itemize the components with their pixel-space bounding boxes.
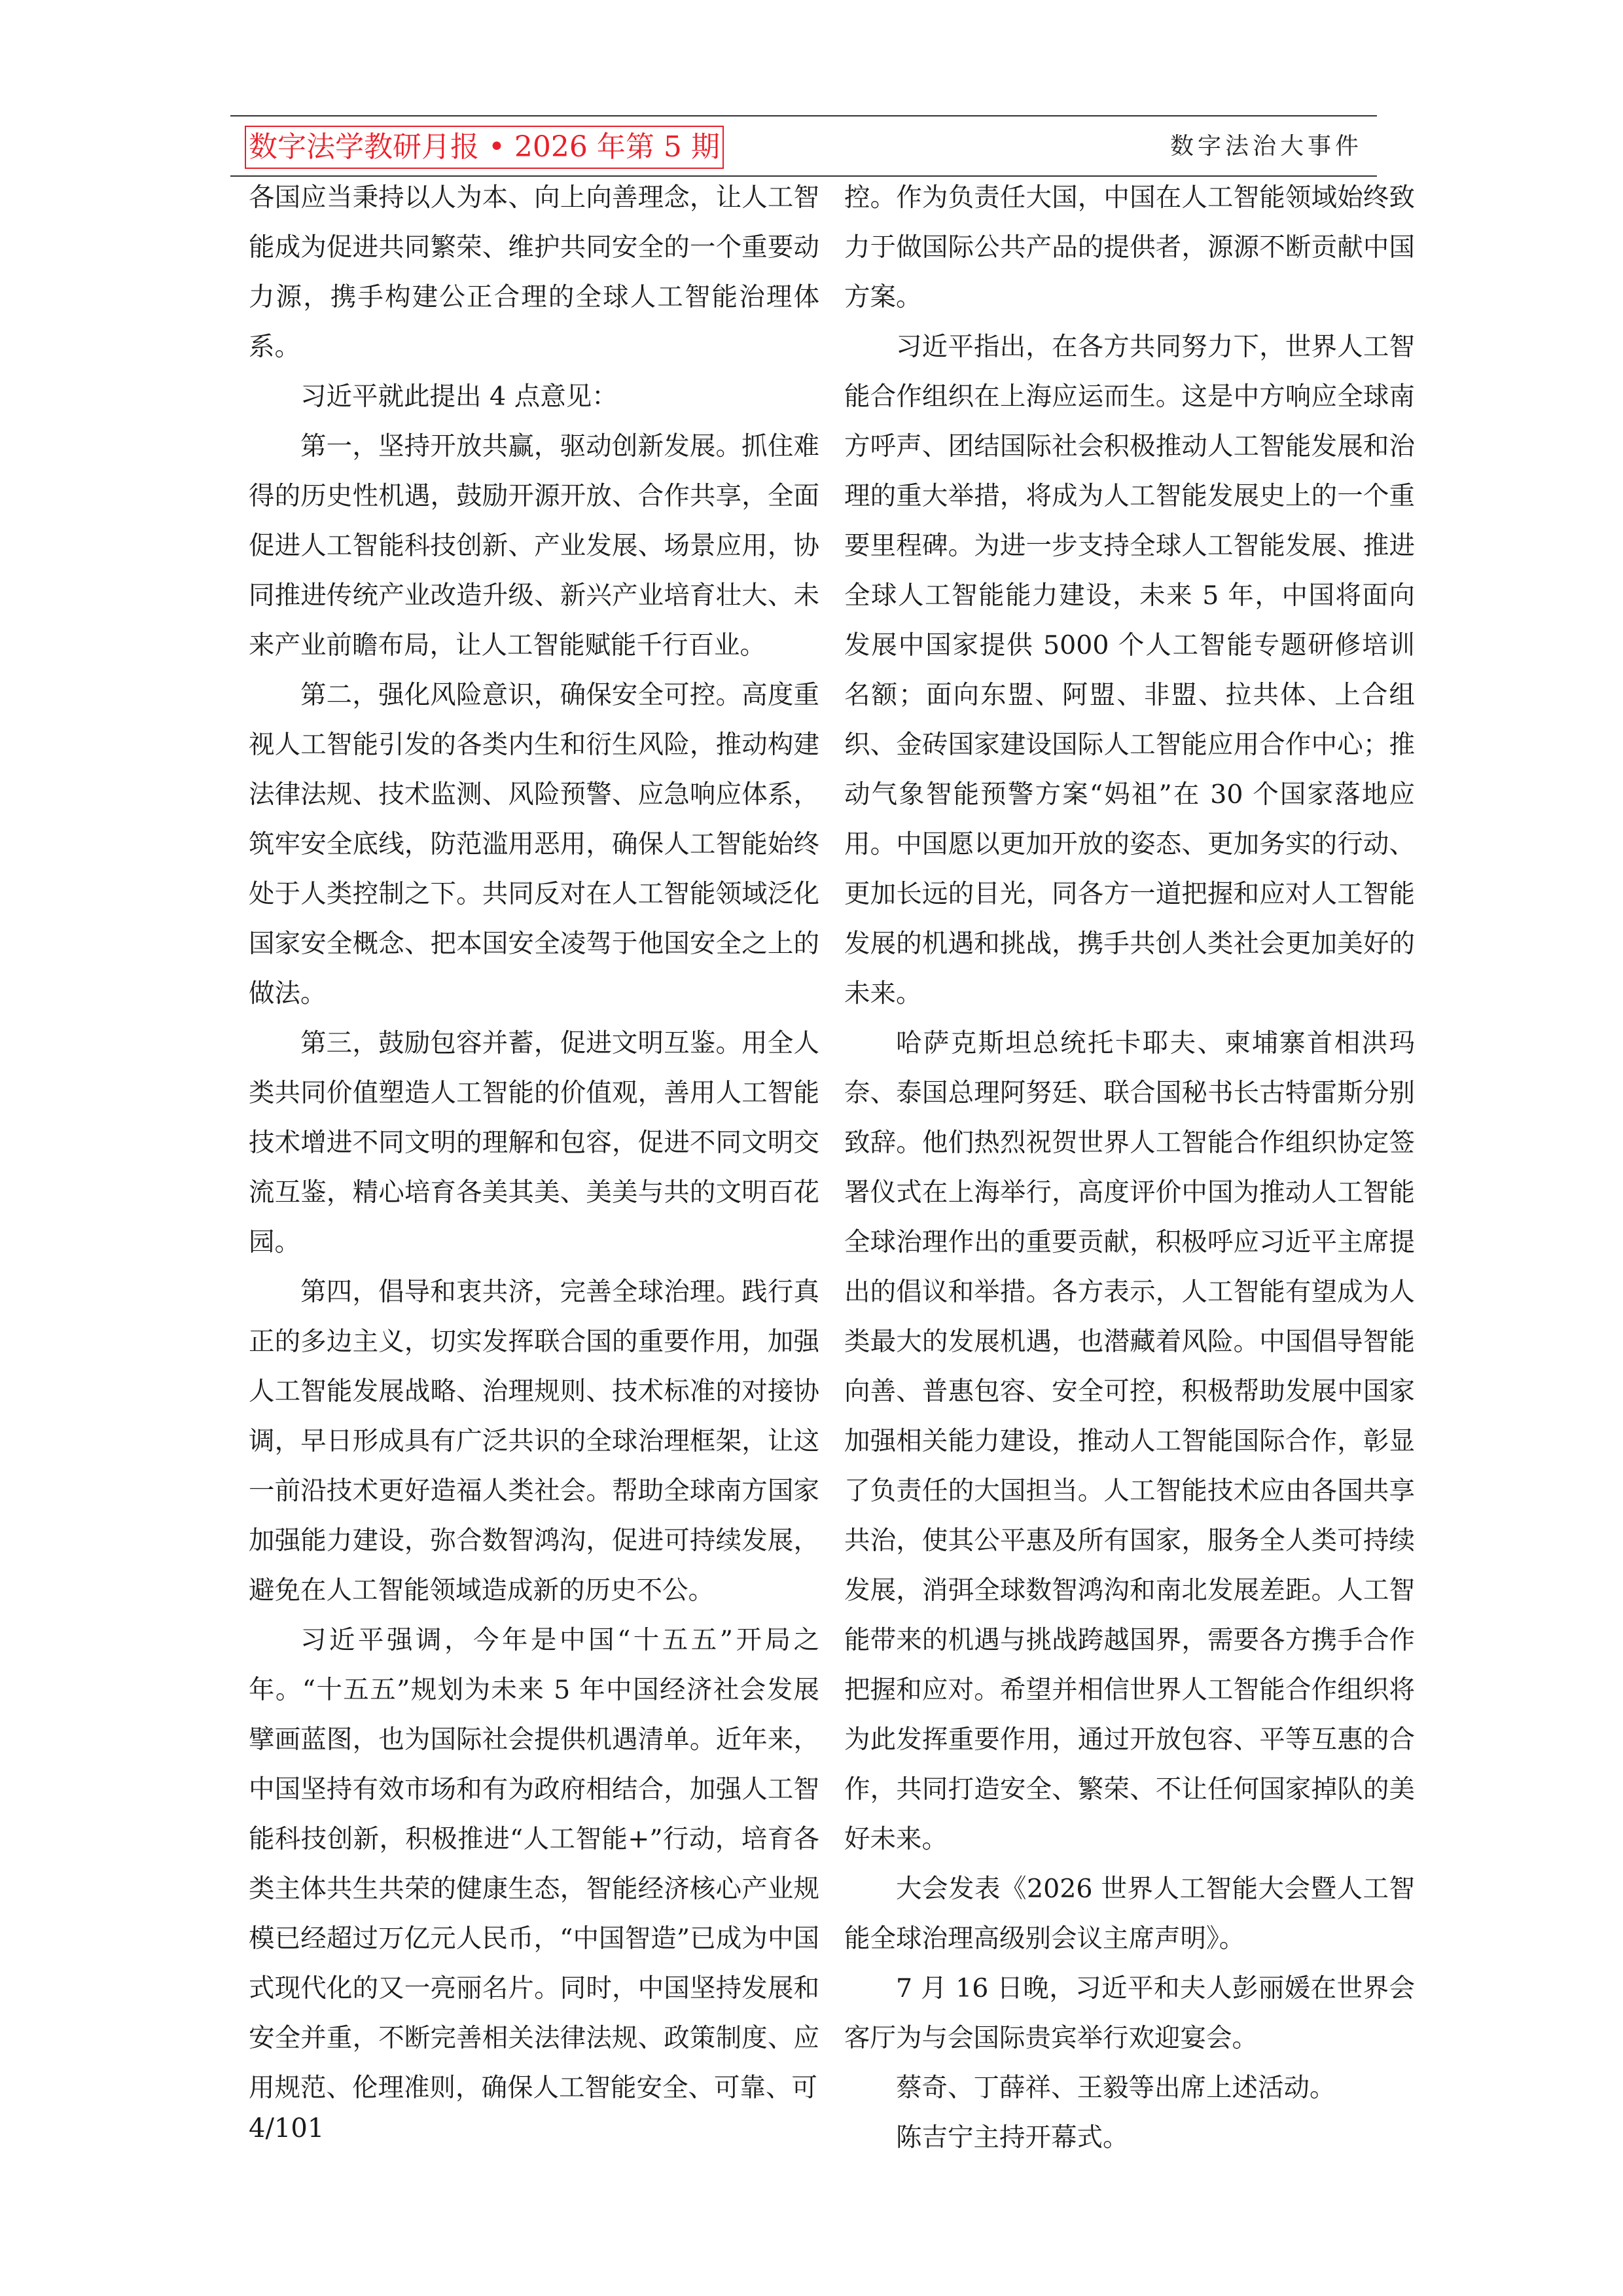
paragraph: 陈吉宁主持开幕式。	[896, 2123, 1129, 2153]
paragraph: 各国应当秉持以人为本、向上向善理念，让人工智能成为促进共同繁荣、维护共同安全的一个重要动力源，携手构建公正合理的全球人工智能治理体系。	[249, 183, 819, 362]
paragraph: 习近平强调，今年是中国“十五五”开局之年。“十五五”规划为未来 5 年中国经济社会发展擘画蓝图，也为国际社会提供机遇清单。近年来，中国坚持有效市场和有为政府相结合，加强人工智能科技创新，积极推进“人工智能+”行动，培育各类主体共生共荣的健康生态，智能经济核心产业规模已经超过万亿元人民币，“中国智造”已成为中国式现代化的又一亮丽名片。同时，中国坚持发展和安全并重，不断完善相关法律法规、政策制度、应用规范、伦理准则，确保人工智能安全、可靠、可	[249, 1625, 819, 2103]
paragraph: 哈萨克斯坦总统托卡耶夫、柬埔寨首相洪玛奈、泰国总理阿努廷、联合国秘书长古特雷斯分别致辞。他们热烈祝贺世界人工智能合作组织协定签署仪式在上海举行，高度评价中国为推动人工智能全球治理作出的重要贡献，积极呼应习近平主席提出的倡议和举措。各方表示，人工智能有望成为人类最大的发展机遇，也潜藏着风险。中国倡导智能向善、普惠包容、安全可控，积极帮助发展中国家加强相关能力建设，推动人工智能国际合作，彰显了负责任的大国担当。人工智能技术应由各国共享共治，使其公平惠及所有国家，服务全人类可持续发展，消弭全球数智鸿沟和南北发展差距。人工智能带来的机遇与挑战跨越国界，需要各方携手合作把握和应对。希望并相信世界人工智能合作组织将为此发挥重要作用，通过开放包容、平等互惠的合作，共同打造安全、繁荣、不让任何国家掉队的美好未来。	[844, 1028, 1415, 1854]
page-number: 4/101	[249, 2113, 325, 2144]
paragraph: 蔡奇、丁薛祥、王毅等出席上述活动。	[896, 2073, 1336, 2103]
paragraph: 第三，鼓励包容并蓄，促进文明互鉴。用全人类共同价值塑造人工智能的价值观，善用人工智能技术增进不同文明的理解和包容，促进不同文明交流互鉴，精心培育各美其美、美美与共的文明百花园。	[249, 1028, 819, 1257]
paragraph: 第四，倡导和衷共济，完善全球治理。践行真正的多边主义，切实发挥联合国的重要作用，加强人工智能发展战略、治理规则、技术标准的对接协调，早日形成具有广泛共识的全球治理框架，让这一前沿技术更好造福人类社会。帮助全球南方国家加强能力建设，弥合数智鸿沟，促进可持续发展，避免在人工智能领域造成新的历史不公。	[249, 1277, 819, 1605]
paragraph: 习近平指出，在各方共同努力下，世界人工智能合作组织在上海应运而生。这是中方响应全球南方呼声、团结国际社会积极推动人工智能发展和治理的重大举措，将成为人工智能发展史上的一个重要里程碑。为进一步支持全球人工智能发展、推进全球人工智能能力建设，未来 5 年，中国将面向发展中国家提供 5000 个人工智能专题研修培训名额；面向东盟、阿盟、非盟、拉共体、上合组织、金砖国家建设国际人工智能应用合作中心；推动气象智能预警方案“妈祖”在 30 个国家落地应用。中国愿以更加开放的姿态、更加务实的行动、更加长远的目光，同各方一道把握和应对人工智能发展的机遇和挑战，携手共创人类社会更加美好的未来。	[844, 332, 1415, 1009]
paragraph: 第二，强化风险意识，确保安全可控。高度重视人工智能引发的各类内生和衍生风险，推动构建法律法规、技术监测、风险预警、应急响应体系，筑牢安全底线，防范滥用恶用，确保人工智能始终处于人类控制之下。共同反对在人工智能领域泛化国家安全概念、把本国安全凌驾于他国安全之上的做法。	[249, 680, 819, 1009]
paragraph: 第一，坚持开放共赢，驱动创新发展。抓住难得的历史性机遇，鼓励开源开放、合作共享，全面促进人工智能科技创新、产业发展、场景应用，协同推进传统产业改造升级、新兴产业培育壮大、未来产业前瞻布局，让人工智能赋能千行百业。	[249, 431, 819, 660]
paragraph: 控。作为负责任大国，中国在人工智能领域始终致力于做国际公共产品的提供者，源源不断贡献中国方案。	[844, 183, 1415, 312]
paragraph: 7 月 16 日晚，习近平和夫人彭丽媛在世界会客厅为与会国际贵宾举行欢迎宴会。	[844, 1973, 1415, 2053]
left-column	[249, 173, 819, 2113]
page-header	[230, 115, 1377, 177]
paragraph: 习近平就此提出 4 点意见：	[300, 382, 618, 412]
section-title: 数字法治大事件	[1169, 133, 1363, 160]
journal-title: 数字法学教研月报 • 2026 年第 5 期	[245, 126, 724, 169]
right-column	[844, 173, 1415, 2162]
paragraph: 大会发表《2026 世界人工智能大会暨人工智能全球治理高级别会议主席声明》。	[844, 1874, 1415, 1954]
